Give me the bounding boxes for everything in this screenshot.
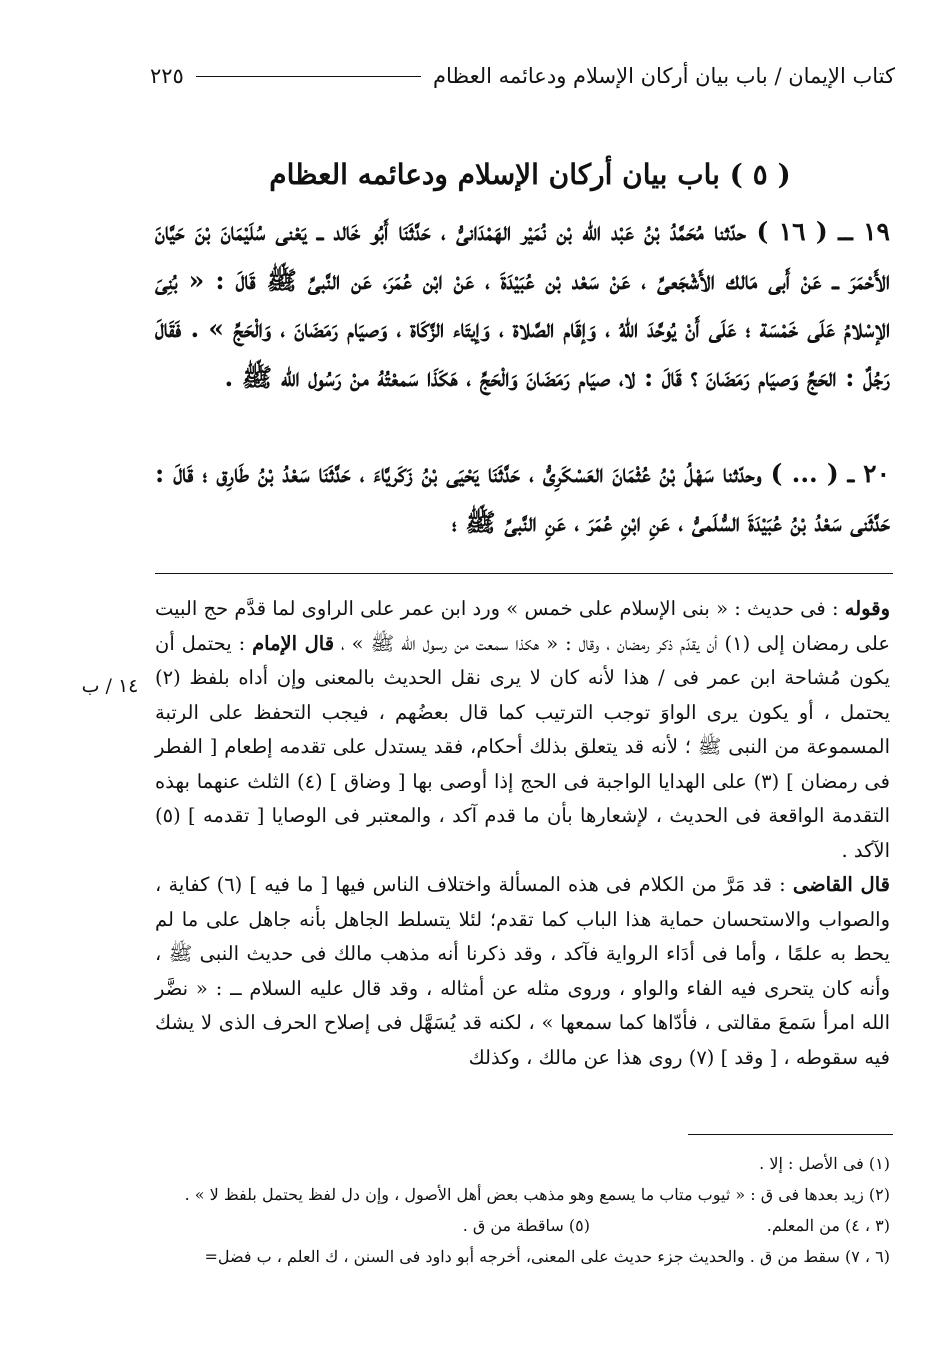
footnote-2: (٢) زيد بعدها فى ق : « ثيوب متاب ما يسمع وهو مذهب بعض أهل الأصول ، وإن دل لفظ يحتمل بلفظ لا » . [184, 1185, 890, 1204]
footnote-ref[interactable]: (٤) [296, 769, 323, 793]
footnote-1: (١) فى الأصل : إلا . [759, 1154, 890, 1173]
page-header [150, 58, 895, 94]
hadith-19 [155, 208, 890, 402]
page-number: ٢٢٥ [150, 64, 184, 88]
section-divider [155, 573, 893, 574]
running-title: كتاب الإيمان / باب بيان أركان الإسلام ودعائمه العظام [433, 64, 895, 88]
commentary [155, 592, 890, 1075]
commentary-text: الثلث عنهما بهذه التقدمة الواقعة فى الحديث ، لإشعارها بأن ما قدم آكد ، والمعتبر فى الوصايا [ تقدمه ] [155, 769, 890, 827]
footnote-ref[interactable]: (٣) [753, 769, 780, 793]
footnote-ref[interactable]: (٦) [216, 873, 243, 896]
hadith-20-text: ٢٠ ــ ( ... ) وحدّثنا سَهْلُ بْنُ عُثْمَانَ العَسْكَرِىُّ ، حَدَّثَنَا يَحْيَى بْنُ زَكَريَّاءَ ، حَدَّثَنَا سَعْدُ بْنُ طَارِق ؛ قَالَ : حَدَّثَنى سَعْدُ بْنُ عُبَيْدَةَ السُّلَمىُّ ، عَنِ ابْنِ عُمَرَ ، عَنِ النَّبىِّ ﷺ ؛ [155, 459, 890, 537]
commentary-text: أن يقدّم ذكر رمضان ، وقال : « هكذا سمعت من رسول الله ﷺ » ، [334, 631, 725, 655]
commentary-paragraph-2 [155, 868, 890, 1075]
footnote-3-4: (٣ ، ٤) من المعلم. [766, 1216, 890, 1235]
footnote-5: (٥) ساقطة من ق . [462, 1216, 590, 1235]
footnote-3-4-5 [155, 1210, 890, 1241]
commentary-paragraph-1 [155, 592, 890, 868]
footnotes [155, 1148, 890, 1272]
footnote-ref[interactable]: (١) [724, 631, 751, 655]
commentary-text: كفاية ، والصواب والاستحسان حماية هذا الباب كما تقدم؛ لئلا يتسلط الجاهل بأنه جاهل على ما لم يحط به علمًا ، وأما فى أدَاء الرواية فآكد ، وقد ذكرنا أنه مذهب مالك فى حديث النبى ﷺ ، وأنه كان يتحرى فيه الفاء والواو ، وروى مثله عن أمثاله ، وقد قال عليه السلام ــ : « نضَّر الله امرأ سَمعَ مقالتى ، فأدّاها كما سمعها » ، لكنه قد يُسَهَّل فى إصلاح الحرف الذى لا يشك فيه سقوطه ، [ وقد ] [155, 873, 890, 1069]
hadith-19-text: ١٩ ــ ( ١٦ ) حدّثنا مُحَمَّدُ بْنُ عَبْد الله بْن نُمَيْر الهَمْدَانىُّ ، حَدَّثَنَا أَبُو خَالد ــ يَعْنى سُلَيْمَانَ بْنَ حَيَّانَ الأَحْمَرَ ــ عَنْ أَبى مَالك الأَشْجَعىِّ ، عَنْ سَعْد بْن عُبَيْدَةَ ، عَنْ ابْن عُمَرَ، عَن النَّبىِّ ﷺ قَالَ : « بُنِىَ الإسْلامُ عَلَى خَمْسَة ؛ عَلَى أَنْ يُوحَّدَ اللهُ ، وَإقَام الصَّلاة ، وَإيتَاء الزَّكَاة ، وَصيَام رَمَضَانَ ، وَالْحَجِّ » . فَقَالَ رَجُلٌ : الحَجِّ وَصيَام رَمَضَانَ ؟ قَالَ : لا، صيَام رَمَضَانَ وَالْحَجِّ ، هَكَذَا سَمعْتُهُ منْ رَسُول الله ﷺ . [155, 217, 890, 392]
hadith-20 [155, 450, 890, 547]
commentary-text: : يحتمل أن يكون مُشاحة ابن عمر فى / هذا لأنه كان لا يرى نقل الحديث بالمعنى وإن أداه بلفظ [155, 631, 890, 689]
footnote-ref[interactable]: (٥) [155, 804, 181, 827]
commentary-lead-word: وقوله [844, 597, 890, 620]
commentary-text: : قد مَرَّ من الكلام فى هذه المسألة واختلاف الناس فيها [ ما فيه ] [242, 873, 793, 896]
chapter-title: ( ٥ ) باب بيان أركان الإسلام ودعائمه العظام [269, 158, 791, 191]
footnote-ref[interactable]: (٢) [155, 666, 181, 689]
footnote-ref[interactable]: (٧) [688, 1045, 715, 1069]
footnote-6-7: (٦ ، ٧) سقط من ق . والحديث جزء حديث على المعنى، أخرجه أبو داود فى السنن ، ك العلم ، ب فضل= [204, 1247, 890, 1266]
footnote-rule [688, 1134, 893, 1135]
commentary-text: على الهدايا الواجبة فى الحج إذا أوصى بها [ وضاق ] [322, 769, 754, 793]
commentary-text: روى هذا عن مالك ، وكذلك [468, 1045, 689, 1069]
margin-folio-note: ١٤ / ب [81, 675, 139, 697]
header-rule [196, 76, 421, 77]
commentary-text: : فى حديث : « بنى الإسلام على خمس » ورد ابن عمر على الراوى لما قدَّم حج البيت على رمضان إلى [155, 597, 890, 655]
qadi-label: قال القاضى [792, 873, 890, 896]
commentary-text: الآكد . [841, 838, 890, 862]
imam-label: قال الإمام [252, 631, 335, 655]
commentary-text: يحتمل ، أو يكون يرى الواوَ توجب الترتيب كما قال بعضُهم ، فيجب التحفظ على الرتبة المسموعة من النبى ﷺ ؛ لأنه قد يتعلق بذلك أحكام، فقد يستدل على تقدمه إطعام [ الفطر فى رمضان ] [155, 700, 890, 793]
